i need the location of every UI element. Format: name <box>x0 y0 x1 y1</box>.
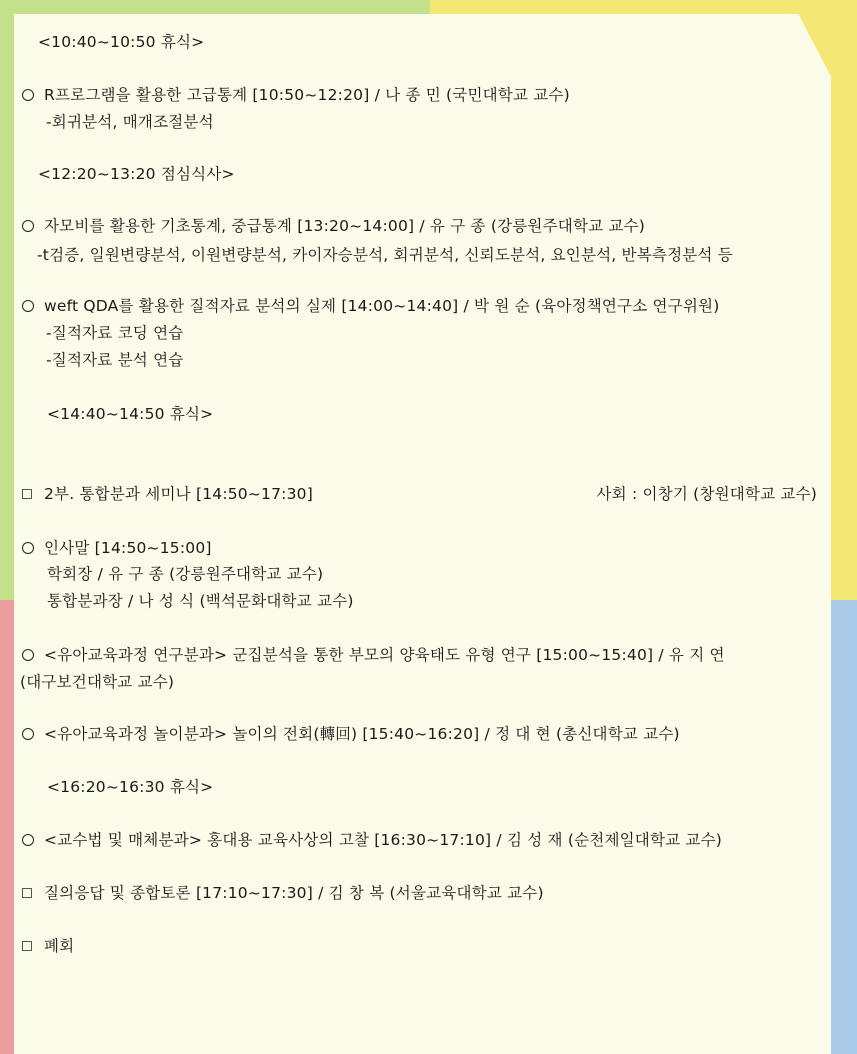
session-title: <유아교육과정 놀이분과> 놀이의 전회(轉回) [15:40~16:20] / 정 대 현 (총신대학교 교수) <box>44 725 680 743</box>
session-title-continued: (대구보건대학교 교수) <box>20 673 175 691</box>
session-item <box>22 538 212 558</box>
session-detail: -t검증, 일원변량분석, 이원변량분석, 카이자승분석, 회귀분석, 신뢰도분석, 요인분석, 반복측정분석 등 <box>37 246 733 264</box>
break-item: <12:20~13:20 점심식사> <box>38 165 235 183</box>
session-item <box>22 645 725 665</box>
session-detail: -질적자료 코딩 연습 <box>46 324 184 342</box>
part2-host: 사회 : 이창기 (창원대학교 교수) <box>596 485 817 503</box>
circle-bullet-icon <box>22 300 34 312</box>
part2-header <box>22 484 817 504</box>
session-title: <유아교육과정 연구분과> 군집분석을 통한 부모의 양육태도 유형 연구 [15:00~15:40] / 유 지 연 <box>44 646 725 664</box>
session-detail: -회귀분석, 매개조절분석 <box>46 113 214 131</box>
square-bullet-icon <box>22 941 32 951</box>
break-item: <16:20~16:30 휴식> <box>47 778 214 796</box>
square-bullet-icon <box>22 888 32 898</box>
break-item: <10:40~10:50 휴식> <box>38 33 205 51</box>
part2-title: 2부. 통합분과 세미나 [14:50~17:30] <box>44 485 313 503</box>
session-item <box>22 216 645 236</box>
closing-title: 폐회 <box>44 937 75 955</box>
session-detail: 통합분과장 / 나 성 식 (백석문화대학교 교수) <box>47 592 354 610</box>
session-detail: -질적자료 분석 연습 <box>46 351 184 369</box>
square-bullet-icon <box>22 489 32 499</box>
session-title: <교수법 및 매체분과> 홍대용 교육사상의 고찰 [16:30~17:10] / 김 성 재 (순천제일대학교 교수) <box>44 831 723 849</box>
circle-bullet-icon <box>22 220 34 232</box>
qa-item <box>22 883 544 903</box>
session-item <box>22 296 719 316</box>
circle-bullet-icon <box>22 728 34 740</box>
session-detail: 학회장 / 유 구 종 (강릉원주대학교 교수) <box>47 565 324 583</box>
qa-title: 질의응답 및 종합토론 [17:10~17:30] / 김 창 복 (서울교육대학교 교수) <box>44 884 544 902</box>
circle-bullet-icon <box>22 834 34 846</box>
closing-item <box>22 936 74 956</box>
session-title: 인사말 [14:50~15:00] <box>44 539 212 557</box>
session-item <box>22 830 722 850</box>
circle-bullet-icon <box>22 89 34 101</box>
break-item: <14:40~14:50 휴식> <box>47 405 214 423</box>
session-title: weft QDA를 활용한 질적자료 분석의 실제 [14:00~14:40] / 박 원 순 (육아정책연구소 연구위원) <box>44 297 720 315</box>
session-title: 자모비를 활용한 기초통계, 중급통계 [13:20~14:00] / 유 구 종 (강릉원주대학교 교수) <box>44 217 646 235</box>
circle-bullet-icon <box>22 649 34 661</box>
session-item <box>22 85 570 105</box>
session-title: R프로그램을 활용한 고급통계 [10:50~12:20] / 나 종 민 (국민대학교 교수) <box>44 86 570 104</box>
circle-bullet-icon <box>22 542 34 554</box>
session-item <box>22 724 680 744</box>
